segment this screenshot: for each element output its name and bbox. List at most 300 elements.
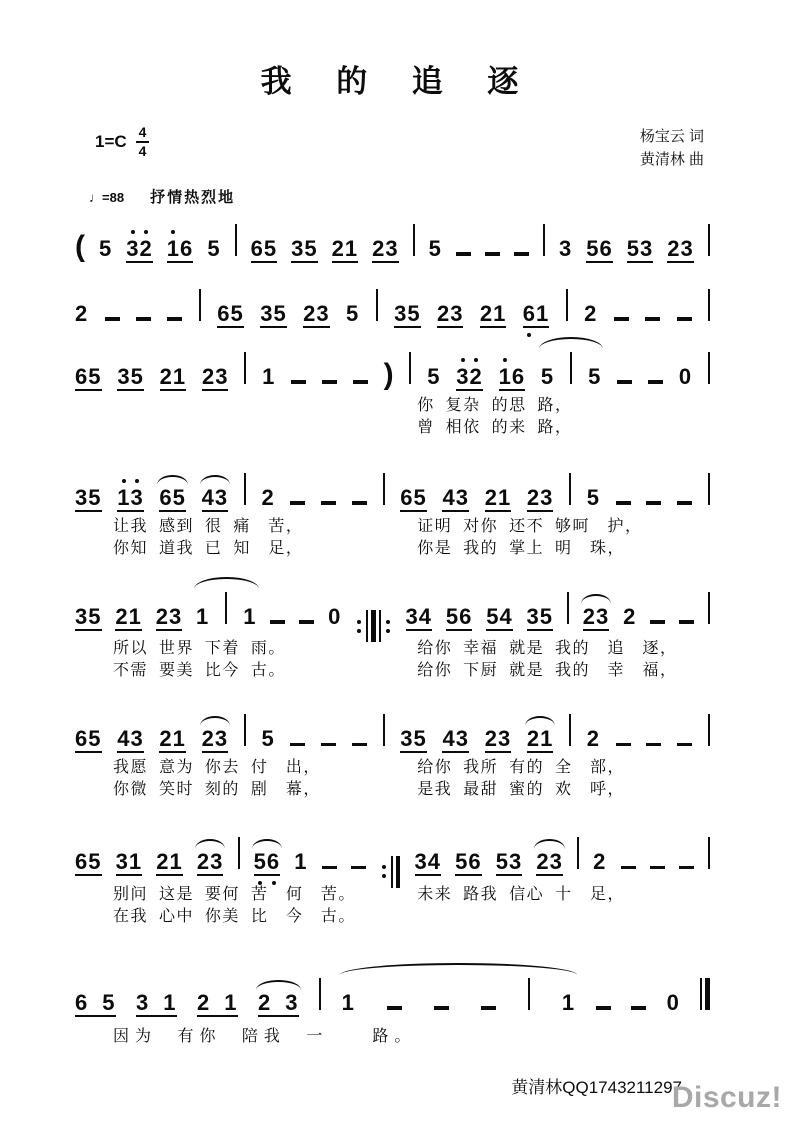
lyric-right: 给你 幸福 就是 我的 追 逐， [417, 640, 678, 657]
lyric-line [75, 516, 710, 537]
barline [708, 352, 710, 384]
bar-line [199, 289, 201, 321]
repeat-dot [382, 874, 386, 878]
note-char: 5 [626, 235, 641, 261]
bar-line [383, 714, 385, 746]
barline [319, 978, 321, 1010]
lyric-line [75, 757, 710, 778]
barline [569, 473, 571, 505]
note-group [75, 363, 102, 391]
note-group [456, 363, 483, 391]
note-char: 2 [258, 989, 272, 1015]
bar-line [543, 224, 545, 256]
lyric-right: 给你 我所 有的 全 部， [417, 759, 626, 776]
note-group [536, 851, 563, 876]
note-char: 6 [75, 849, 89, 874]
note-group [428, 235, 442, 261]
note-char: 1 [262, 363, 276, 389]
duration-dash [650, 620, 665, 624]
note-group [479, 300, 507, 328]
bar-line [376, 289, 378, 321]
note-char: 4 [442, 726, 456, 751]
note-char: 4 [499, 603, 513, 629]
note-group [75, 484, 102, 512]
note-char: 3 [455, 484, 469, 510]
note-char: 3 [405, 603, 419, 629]
note-group [586, 484, 601, 510]
note-char: 5 [413, 726, 427, 751]
octave-dot-above [131, 230, 135, 234]
note-group [117, 363, 144, 391]
note-group [593, 851, 606, 873]
note-group [207, 235, 221, 261]
bar-line [708, 714, 710, 746]
note-char: 1 [536, 300, 550, 326]
lyric-right: 未来 路我 信心 十 足， [417, 885, 626, 903]
note-char: 6 [75, 989, 89, 1015]
note-group [626, 235, 654, 263]
note-char: 3 [497, 726, 512, 751]
note-group [156, 851, 183, 876]
lyric-line [75, 638, 710, 659]
note-char: 2 [196, 849, 211, 874]
repeat-dot [386, 629, 390, 633]
note-char: 5 [261, 726, 275, 751]
note-group [75, 728, 102, 753]
note-group [561, 989, 576, 1015]
barline [225, 592, 227, 624]
note-group [427, 363, 441, 389]
octave-dot-below [272, 881, 276, 885]
note-char: 4 [442, 484, 456, 510]
parenthesis: ) [383, 357, 394, 391]
note-group [117, 728, 144, 753]
note-char: 6 [523, 303, 536, 325]
note-group [484, 484, 512, 512]
note-char: 2 [75, 300, 89, 326]
note-char: 3 [385, 235, 399, 261]
music-system [75, 458, 710, 559]
note-char: 1 [117, 487, 130, 509]
note-char: 1 [341, 989, 355, 1015]
duration-dash [616, 501, 631, 505]
music-system [75, 209, 710, 266]
octave-dot-above [122, 479, 126, 483]
note-group [666, 989, 680, 1015]
barline [244, 352, 246, 384]
note-char: 3 [214, 484, 229, 510]
lyric-right: 证明 对你 还不 够呵 护， [417, 517, 643, 535]
note-char: 1 [243, 603, 257, 629]
octave-dot-above [135, 479, 139, 483]
duration-dash [631, 1006, 646, 1010]
note-char: 6 [75, 726, 89, 751]
note-char: 5 [445, 603, 460, 629]
note-char: 5 [486, 603, 500, 629]
note-char: 5 [230, 300, 244, 326]
note-char: 5 [304, 235, 318, 261]
duration-dash [321, 743, 336, 747]
note-char: 6 [468, 849, 482, 874]
note-char: 5 [539, 603, 554, 629]
note-char: 6 [599, 235, 613, 261]
note-char: 6 [217, 300, 231, 326]
note-char: 5 [88, 603, 102, 629]
note-group [586, 235, 613, 263]
bar-line [570, 352, 572, 384]
time-signature [136, 125, 150, 158]
duration-dash [351, 866, 366, 870]
note-group [526, 484, 554, 512]
repeat-dots [357, 620, 361, 633]
duration-dash [679, 620, 694, 624]
note-group [294, 851, 307, 873]
note-group [623, 603, 637, 629]
duration-dash [270, 620, 285, 624]
note-char: 6 [180, 235, 194, 261]
song-title: 我 的 追 逐 [260, 64, 525, 99]
lyric-right: 给你 下厨 就是 我的 幸 福， [417, 662, 678, 679]
notation-row [75, 963, 710, 1020]
octave-dot-above [474, 358, 478, 362]
note-char: 4 [201, 484, 215, 510]
note-char: 5 [455, 849, 469, 874]
note-group [346, 300, 360, 326]
note-group [436, 300, 464, 328]
note-char: 5 [428, 235, 442, 261]
note-group [166, 235, 194, 263]
note-group [116, 851, 143, 876]
note-group [496, 851, 523, 876]
barline [238, 837, 240, 869]
note-char: 2 [159, 363, 173, 389]
note-group [99, 235, 113, 261]
duration-dash [596, 1006, 611, 1010]
barline [708, 592, 710, 624]
lyric-right: 你是 我的 掌上 明 珠， [417, 539, 626, 557]
lyric-line [75, 660, 710, 681]
note-group [262, 728, 275, 750]
note-group [372, 235, 399, 263]
note-char: 3 [455, 726, 469, 751]
note-group [258, 989, 299, 1017]
duration-dash [679, 866, 694, 870]
repeat-dots [382, 865, 386, 878]
note-group [445, 603, 473, 631]
lyric-left: 不需 要美 比今 古。 [113, 662, 286, 679]
key-label: 1=C [95, 131, 127, 151]
duration-dash [617, 380, 632, 384]
note-group [540, 363, 555, 389]
note-char: 5 [407, 300, 421, 326]
bar-line [409, 352, 411, 384]
note-char: 3 [640, 235, 654, 261]
octave-dot-above [461, 358, 465, 362]
note-group [197, 989, 238, 1017]
note-group [400, 728, 427, 753]
note-char: 1 [128, 849, 143, 874]
bar-line [383, 473, 385, 505]
note-char: 2 [303, 300, 317, 326]
meter-denominator: 4 [138, 142, 147, 159]
note-char: 6 [267, 851, 280, 873]
note-group [197, 851, 224, 876]
barline [577, 837, 579, 869]
note-char: 6 [459, 603, 473, 629]
note-char: 2 [536, 849, 550, 874]
note-group [159, 363, 187, 391]
lyric-left: 你知 道我 已 知 足， [113, 539, 304, 557]
note-group [159, 728, 186, 753]
note-char: 2 [623, 603, 637, 629]
duration-dash [677, 743, 692, 747]
barline [244, 473, 246, 505]
barline [383, 473, 385, 505]
note-char: 2 [159, 726, 173, 751]
duration-dash [291, 380, 306, 384]
note-group [527, 728, 554, 753]
note-char: 1 [499, 366, 512, 388]
note-group [498, 363, 526, 391]
bar-line [244, 714, 246, 746]
note-char: 3 [526, 603, 540, 629]
lyric-left: 在我 心中 你美 比 今 古。 [113, 907, 356, 925]
music-system [75, 577, 710, 682]
note-char: 3 [136, 989, 150, 1015]
note-char: 3 [456, 366, 469, 388]
note-char: 1 [163, 989, 177, 1015]
notation-row [75, 577, 710, 638]
note-char: 2 [667, 235, 681, 261]
bar-line [528, 978, 530, 1010]
meta-row [95, 125, 704, 172]
bar-line-thick [705, 978, 710, 1010]
note-char: 4 [117, 726, 131, 751]
note-char: 1 [196, 603, 210, 629]
barline [569, 714, 571, 746]
note-char: 1 [294, 849, 308, 874]
note-char: 6 [511, 363, 526, 389]
note-char: 2 [582, 603, 596, 629]
duration-dash [614, 317, 629, 321]
note-group [303, 300, 330, 328]
note-group [582, 603, 610, 631]
note-group [201, 484, 229, 512]
note-group [588, 363, 602, 389]
note-char: 4 [427, 849, 441, 874]
duration-dash [434, 1006, 449, 1010]
note-char: 3 [210, 849, 224, 874]
note-char: 5 [263, 235, 278, 261]
note-char: 2 [156, 849, 170, 874]
lyric-right [405, 906, 710, 927]
note-group [584, 300, 598, 326]
note-char: 3 [414, 849, 428, 874]
barline [708, 714, 710, 746]
music-system [75, 963, 710, 1047]
duration-dash [167, 317, 182, 321]
bar-line [700, 978, 702, 1010]
lyric-left: 让我 感到 很 痛 苦， [113, 517, 304, 535]
note-char: 5 [88, 726, 102, 751]
duration-dash [105, 317, 120, 321]
note-char: 3 [115, 849, 129, 874]
note-group [202, 728, 229, 753]
lyric-left: 别问 这是 要何 苦 何 苦。 [113, 885, 356, 903]
note-group [217, 300, 244, 328]
duration-dash [321, 501, 336, 505]
note-char: 3 [540, 484, 554, 510]
note-char: 2 [331, 235, 345, 261]
note-char: 3 [559, 235, 573, 261]
bar-line [235, 224, 237, 256]
music-system [75, 822, 710, 927]
note-char: 1 [493, 300, 507, 326]
note-char: 3 [130, 487, 143, 509]
note-char: 2 [470, 366, 483, 388]
barline [700, 978, 710, 1010]
note-group [678, 363, 693, 389]
note-char: 2 [484, 726, 498, 751]
expression-mark: 抒情热烈地 [150, 188, 236, 206]
octave-dot-below [258, 881, 262, 885]
lyric-left [75, 417, 405, 438]
lyric-right: 是我 最甜 蜜的 欢 呼， [417, 781, 626, 798]
duration-dash [616, 743, 631, 747]
note-group [243, 603, 257, 629]
music-systems [75, 209, 710, 1047]
note-char: 1 [167, 238, 180, 260]
note-group [442, 484, 469, 512]
note-group [75, 603, 102, 631]
note-group [455, 851, 482, 876]
barline [235, 224, 237, 256]
duration-dash [481, 1006, 496, 1010]
bar-line [244, 473, 246, 505]
note-group [115, 603, 142, 631]
composer-credit: 黄清林 曲 [639, 151, 704, 169]
octave-dot-above [171, 230, 175, 234]
note-group [75, 300, 89, 326]
note-char: 3 [117, 363, 131, 389]
duration-dash [677, 501, 692, 505]
note-char: 0 [678, 363, 693, 389]
duration-dash [621, 866, 636, 870]
note-char: 3 [509, 849, 523, 874]
duration-dash [645, 317, 660, 321]
lyric-line [75, 538, 710, 559]
bar-line [577, 837, 579, 869]
note-group [667, 235, 694, 263]
notation-row [75, 209, 710, 266]
note-char: 2 [526, 484, 541, 510]
note-char: 6 [75, 363, 89, 389]
bar-line [566, 289, 568, 321]
note-group [405, 603, 433, 631]
note-char: 2 [436, 300, 451, 326]
note-char: 5 [88, 849, 102, 874]
lyricist-credit: 杨宝云 词 [639, 128, 704, 145]
note-char: 5 [102, 989, 116, 1015]
barline [708, 473, 710, 505]
notation-row [75, 337, 710, 394]
note-char: 5 [540, 363, 555, 389]
music-system [75, 699, 710, 800]
note-group [75, 989, 116, 1017]
footer-credit: 黄清林QQ1743211297 [511, 1077, 682, 1097]
duration-dash [387, 1006, 402, 1010]
bar-line [238, 837, 240, 869]
lyric-line [75, 417, 710, 438]
lyric-right: 你 复杂 的思 路， [417, 396, 573, 414]
note-char: 1 [561, 989, 576, 1015]
bar-line [319, 978, 321, 1010]
barline [708, 837, 710, 869]
note-char: 3 [168, 603, 183, 629]
octave-dot-below [527, 333, 531, 337]
bar-line [708, 224, 710, 256]
repeat-dot [357, 620, 361, 624]
duration-dash [290, 743, 305, 747]
note-char: 2 [115, 603, 129, 629]
notation-row [75, 274, 710, 331]
barline [566, 289, 568, 321]
octave-dot-above [144, 230, 148, 234]
discuz-watermark: Discuz! [671, 1081, 782, 1114]
note-group [442, 728, 469, 753]
note-char: 3 [549, 849, 563, 874]
note-char: 1 [172, 726, 186, 751]
note-char: 3 [75, 484, 89, 510]
note-group [260, 300, 287, 328]
lyric-line [75, 1026, 710, 1047]
note-char: 5 [427, 363, 441, 389]
note-group [394, 300, 421, 328]
lyric-left: 所以 世界 下着 雨。 [113, 640, 286, 657]
note-char: 3 [75, 603, 89, 629]
note-char: 1 [540, 726, 554, 751]
note-char: 5 [346, 300, 360, 326]
note-char: 5 [207, 235, 221, 261]
note-char: 3 [126, 238, 139, 260]
duration-dash [136, 317, 151, 321]
note-char: 3 [291, 235, 305, 261]
note-char: 5 [586, 484, 601, 510]
note-group [201, 363, 229, 391]
note-char: 1 [224, 989, 238, 1015]
note-char: 5 [99, 235, 113, 261]
note-char: 2 [261, 484, 275, 510]
note-group [75, 851, 102, 876]
note-group [400, 484, 427, 512]
note-char: 5 [495, 849, 509, 874]
note-char: 2 [372, 235, 386, 261]
note-char: 3 [450, 300, 464, 326]
note-char: 3 [260, 300, 274, 326]
duration-dash [514, 252, 529, 256]
note-group [526, 603, 554, 631]
bar-line [569, 714, 571, 746]
duration-dash [646, 501, 661, 505]
bar-line [225, 592, 227, 624]
barline [244, 714, 246, 746]
bar-line [567, 592, 569, 624]
note-char: 2 [479, 300, 494, 326]
note-group [485, 728, 512, 753]
barline [199, 289, 201, 321]
lyric-line [75, 884, 710, 905]
note-group [250, 235, 278, 263]
